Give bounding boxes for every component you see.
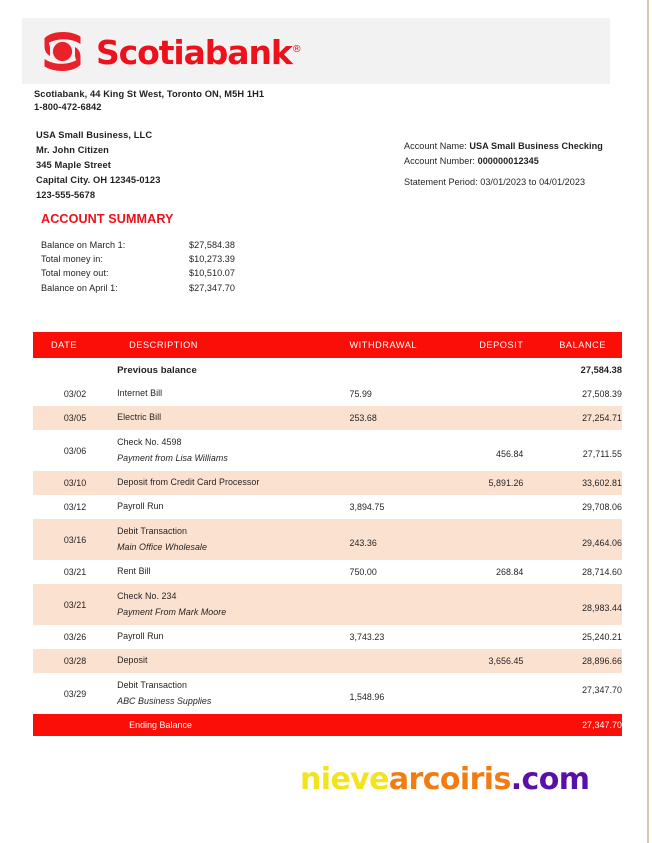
bank-address-line2: 1-800-472-6842 bbox=[34, 102, 102, 113]
cell-deposit: 456.84 bbox=[495, 449, 524, 459]
customer-name: Mr. John Citizen bbox=[36, 145, 109, 156]
cell-deposit bbox=[447, 382, 524, 406]
page-edge-line bbox=[647, 0, 649, 843]
cell-description bbox=[117, 495, 349, 519]
cell-withdrawal: 750.00 bbox=[349, 567, 377, 577]
brand-name-text: Scotiabank bbox=[96, 32, 292, 72]
cell-withdrawal: 243.36 bbox=[349, 519, 446, 560]
watermark-part-1: nieve bbox=[300, 762, 389, 797]
table-row bbox=[33, 382, 622, 406]
cell-balance: 27,508.39 bbox=[582, 389, 622, 399]
table-row bbox=[33, 430, 622, 471]
account-details-block bbox=[404, 139, 603, 168]
cell-deposit bbox=[447, 406, 524, 430]
transactions-body bbox=[33, 358, 622, 736]
cell-balance: 27,254.71 bbox=[523, 406, 622, 430]
cell-date: 03/05 bbox=[33, 406, 117, 430]
cell-balance: 27,711.55 bbox=[582, 449, 622, 459]
previous-balance-label: Previous balance bbox=[117, 364, 197, 376]
table-row bbox=[33, 584, 622, 625]
table-row bbox=[33, 406, 622, 430]
customer-street: 345 Maple Street bbox=[36, 160, 111, 171]
cell-date: 03/10 bbox=[33, 471, 117, 495]
summary-value: $10,273.39 bbox=[189, 254, 236, 265]
bank-address bbox=[34, 88, 264, 115]
cell-date: 03/28 bbox=[33, 649, 117, 673]
table-row bbox=[33, 649, 622, 673]
watermark-part-3: .com bbox=[510, 762, 590, 797]
cell-balance: 28,983.44 bbox=[523, 584, 622, 625]
cell-balance: 28,896.66 bbox=[523, 649, 622, 673]
cell-withdrawal bbox=[349, 714, 446, 736]
cell-deposit: 268.84 bbox=[495, 567, 524, 577]
cell-deposit: 3,656.45 bbox=[447, 649, 524, 673]
table-row bbox=[33, 673, 622, 714]
description-main: Electric Bill bbox=[117, 412, 162, 423]
cell-deposit bbox=[447, 625, 524, 649]
table-row bbox=[33, 519, 622, 560]
cell-date bbox=[33, 714, 117, 736]
cell-withdrawal: 1,548.96 bbox=[349, 692, 385, 702]
cell-date bbox=[33, 358, 117, 382]
description-main: Internet Bill bbox=[117, 388, 163, 399]
description-sub: ABC Business Supplies bbox=[117, 695, 212, 706]
table-row bbox=[33, 471, 622, 495]
account-number-row bbox=[404, 154, 603, 169]
account-number-label: Account Number: bbox=[404, 155, 476, 166]
registered-trademark-icon: ® bbox=[291, 43, 302, 55]
summary-row bbox=[41, 283, 299, 297]
previous-balance-amount: 27,584.38 bbox=[580, 365, 622, 375]
column-header-withdrawal: WITHDRAWAL bbox=[349, 332, 446, 358]
summary-label: Balance on March 1: bbox=[41, 240, 126, 250]
cell-withdrawal bbox=[349, 358, 446, 382]
cell-deposit: 5,891.26 bbox=[447, 471, 524, 495]
summary-label: Total money in: bbox=[41, 254, 103, 265]
column-header-date: DATE bbox=[33, 332, 117, 358]
summary-value: $10,510.07 bbox=[189, 268, 236, 279]
cell-date: 03/21 bbox=[63, 567, 87, 577]
account-summary-heading: ACCOUNT SUMMARY bbox=[41, 212, 174, 226]
summary-label: Total money out: bbox=[41, 268, 109, 279]
cell-withdrawal bbox=[349, 649, 446, 673]
cell-balance: 27,347.70 bbox=[582, 685, 622, 695]
cell-balance: 33,602.81 bbox=[523, 471, 622, 495]
cell-deposit bbox=[447, 358, 524, 382]
cell-deposit bbox=[447, 495, 524, 519]
account-summary-table bbox=[41, 240, 299, 297]
cell-deposit bbox=[447, 673, 524, 714]
table-row bbox=[33, 625, 622, 649]
customer-city-state-zip: Capital City. OH 12345-0123 bbox=[36, 175, 161, 186]
table-row bbox=[33, 560, 622, 584]
watermark-part-2: arcoiris bbox=[388, 762, 511, 797]
description-main: Deposit bbox=[117, 655, 148, 666]
customer-phone: 123-555-5678 bbox=[36, 190, 96, 201]
summary-row bbox=[41, 240, 299, 254]
ending-balance-label: Ending Balance bbox=[117, 714, 349, 736]
cell-withdrawal bbox=[349, 584, 446, 625]
cell-description bbox=[117, 471, 349, 495]
cell-description bbox=[117, 625, 349, 649]
cell-date: 03/06 bbox=[63, 445, 87, 456]
cell-description bbox=[117, 584, 349, 625]
cell-date: 03/26 bbox=[63, 632, 87, 642]
description-main: Payroll Run bbox=[117, 631, 164, 642]
site-watermark bbox=[300, 762, 590, 797]
account-name-value: USA Small Business Checking bbox=[469, 141, 603, 151]
cell-withdrawal: 253.68 bbox=[349, 406, 446, 430]
summary-value: $27,347.70 bbox=[189, 282, 236, 293]
column-header-deposit: DEPOSIT bbox=[447, 332, 524, 358]
cell-balance: 29,464.06 bbox=[523, 519, 622, 560]
brand-lockup bbox=[40, 24, 302, 78]
cell-date: 03/16 bbox=[33, 519, 117, 560]
description-sub: Payment From Mark Moore bbox=[117, 606, 227, 617]
ending-balance-amount: 27,347.70 bbox=[523, 714, 622, 736]
ending-balance-row bbox=[33, 714, 622, 736]
description-main: Rent Bill bbox=[117, 566, 151, 577]
customer-company: USA Small Business, LLC bbox=[36, 130, 153, 140]
cell-date: 03/21 bbox=[33, 584, 117, 625]
cell-description bbox=[117, 382, 349, 406]
cell-description bbox=[117, 649, 349, 673]
description-main: Debit Transaction bbox=[117, 680, 188, 691]
cell-date: 03/02 bbox=[63, 389, 87, 399]
cell-description bbox=[117, 406, 349, 430]
cell-deposit bbox=[447, 584, 524, 625]
cell-deposit bbox=[447, 519, 524, 560]
cell-withdrawal: 3,894.75 bbox=[349, 502, 385, 512]
account-number-value: 000000012345 bbox=[477, 155, 539, 166]
cell-description bbox=[117, 560, 349, 584]
cell-withdrawal: 75.99 bbox=[349, 389, 372, 399]
statement-period: Statement Period: 03/01/2023 to 04/01/2023 bbox=[404, 177, 586, 187]
table-row bbox=[33, 495, 622, 519]
cell-date: 03/29 bbox=[63, 688, 87, 699]
previous-balance-row bbox=[33, 358, 622, 382]
customer-address-block bbox=[36, 128, 160, 203]
brand-wordmark bbox=[96, 32, 302, 72]
scotiabank-s-logo-icon bbox=[40, 29, 85, 74]
description-main: Check No. 234 bbox=[117, 591, 177, 602]
cell-withdrawal: 3,743.23 bbox=[349, 632, 385, 642]
cell-withdrawal bbox=[349, 471, 446, 495]
description-sub: Main Office Wholesale bbox=[117, 541, 207, 552]
summary-value: $27,584.38 bbox=[189, 240, 236, 250]
cell-withdrawal bbox=[349, 430, 446, 471]
column-header-description: DESCRIPTION bbox=[117, 332, 349, 358]
transactions-header-row bbox=[33, 332, 622, 358]
cell-description bbox=[117, 673, 349, 714]
summary-row bbox=[41, 254, 299, 268]
cell-description bbox=[117, 430, 349, 471]
cell-balance: 25,240.21 bbox=[582, 632, 622, 642]
summary-label: Balance on April 1: bbox=[41, 282, 118, 293]
cell-date: 03/12 bbox=[63, 502, 87, 512]
transactions-table bbox=[33, 332, 622, 736]
account-name-row bbox=[404, 139, 603, 154]
cell-balance: 29,708.06 bbox=[582, 502, 622, 512]
bank-address-line1: Scotiabank, 44 King St West, Toronto ON, M5H 1H1 bbox=[34, 89, 265, 99]
description-main: Deposit from Credit Card Processor bbox=[117, 477, 260, 488]
cell-balance: 28,714.60 bbox=[582, 567, 622, 577]
summary-row bbox=[41, 268, 299, 282]
account-name-label: Account Name: bbox=[404, 141, 467, 151]
description-main: Check No. 4598 bbox=[117, 437, 182, 448]
column-header-balance: BALANCE bbox=[523, 332, 622, 358]
description-sub: Payment from Lisa Williams bbox=[117, 452, 228, 463]
cell-deposit bbox=[447, 714, 524, 736]
description-main: Payroll Run bbox=[117, 501, 164, 512]
description-main: Debit Transaction bbox=[117, 526, 188, 537]
cell-description bbox=[117, 519, 349, 560]
